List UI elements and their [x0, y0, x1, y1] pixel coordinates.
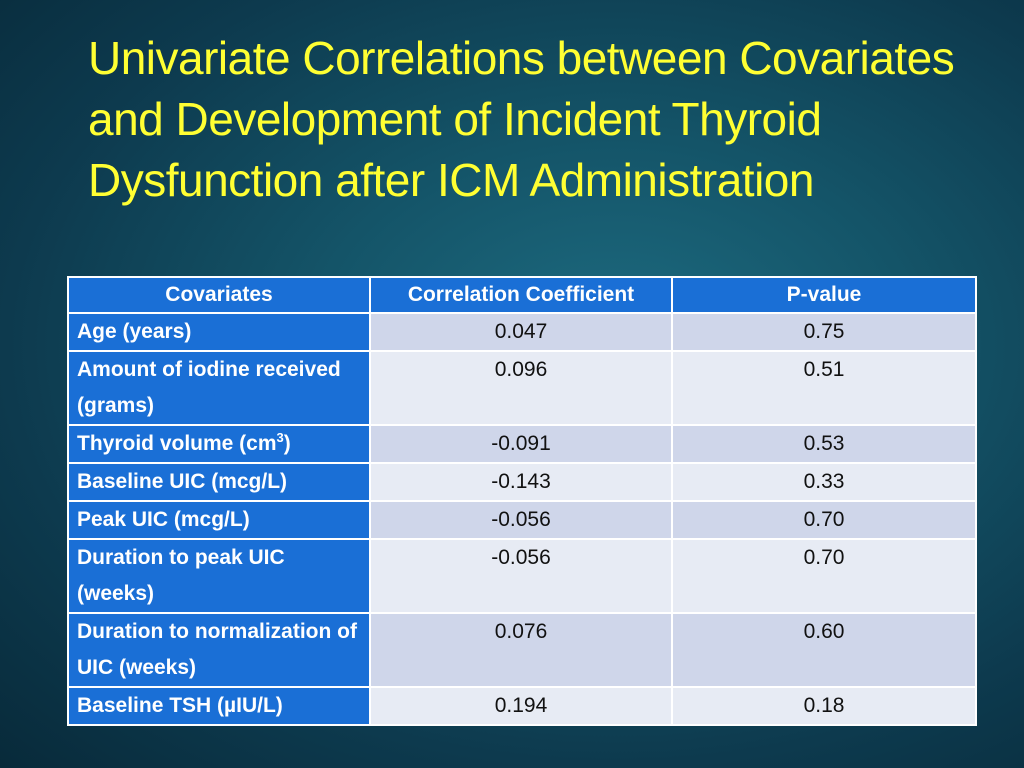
header-p-value: P-value: [672, 277, 976, 313]
p-value-cell: 0.18: [672, 687, 976, 725]
header-correlation-coefficient: Correlation Coefficient: [370, 277, 672, 313]
slide-title: Univariate Correlations between Covariates and Development of Incident Thyroid Dysfunction after ICM Administration: [88, 32, 955, 206]
coefficient-cell: -0.143: [370, 463, 672, 501]
covariate-cell: Baseline UIC (mcg/L): [68, 463, 370, 501]
p-value-cell: 0.51: [672, 351, 976, 425]
table-row: [68, 425, 976, 463]
covariate-cell: Age (years): [68, 313, 370, 351]
covariate-cell: [68, 425, 370, 463]
p-value-cell: 0.70: [672, 501, 976, 539]
coefficient-cell: 0.047: [370, 313, 672, 351]
covariate-cell: Baseline TSH (µIU/L): [68, 687, 370, 725]
covariate-cell: Duration to normalization of UIC (weeks): [68, 613, 370, 687]
coefficient-cell: 0.096: [370, 351, 672, 425]
covariate-cell: Duration to peak UIC (weeks): [68, 539, 370, 613]
covariate-suffix: ): [283, 432, 291, 455]
table-row: [68, 351, 976, 425]
table-header-row: [68, 277, 976, 313]
p-value-cell: 0.60: [672, 613, 976, 687]
coefficient-cell: 0.194: [370, 687, 672, 725]
table-row: [68, 687, 976, 725]
coefficient-cell: -0.056: [370, 539, 672, 613]
p-value-cell: 0.70: [672, 539, 976, 613]
covariate-cell: Amount of iodine received (grams): [68, 351, 370, 425]
coefficient-cell: -0.056: [370, 501, 672, 539]
table-row: [68, 463, 976, 501]
covariate-cell: Peak UIC (mcg/L): [68, 501, 370, 539]
correlation-table: [67, 276, 977, 726]
table-row: [68, 539, 976, 613]
header-covariates: Covariates: [68, 277, 370, 313]
p-value-cell: 0.33: [672, 463, 976, 501]
covariate-text: Thyroid volume (cm: [77, 432, 277, 455]
p-value-cell: 0.75: [672, 313, 976, 351]
coefficient-cell: 0.076: [370, 613, 672, 687]
table-row: [68, 313, 976, 351]
coefficient-cell: -0.091: [370, 425, 672, 463]
table-row: [68, 613, 976, 687]
p-value-cell: 0.53: [672, 425, 976, 463]
table-row: [68, 501, 976, 539]
superscript: 3: [276, 430, 284, 445]
